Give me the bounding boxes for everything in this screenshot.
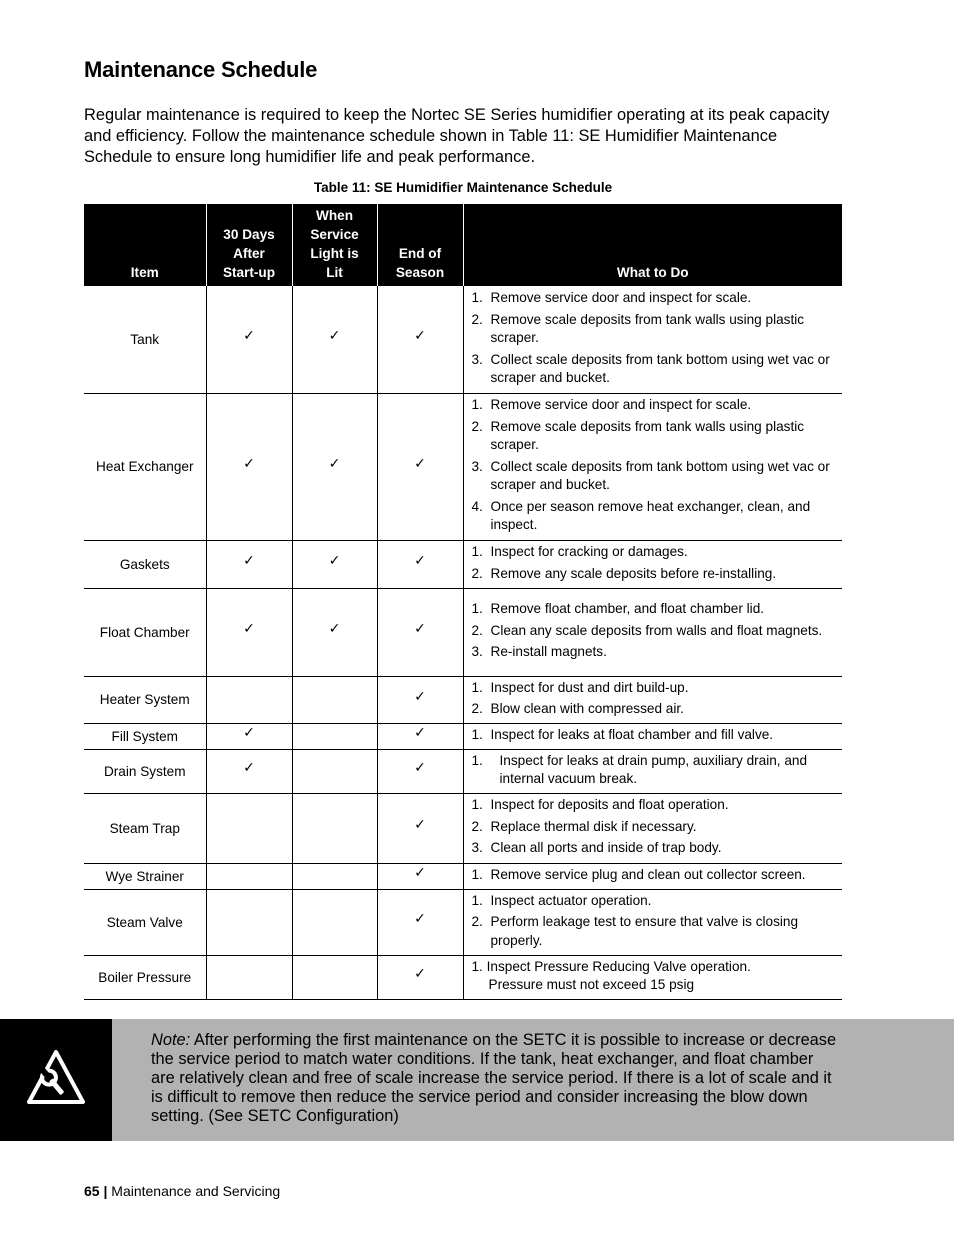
row-item-name: Wye Strainer (84, 863, 206, 889)
checkmark-icon: ✓ (414, 966, 426, 982)
check-30-days-cell (206, 286, 292, 393)
table-row (84, 286, 842, 393)
step-text: Remove service door and inspect for scale. (490, 290, 752, 305)
header-item: Item (84, 204, 206, 286)
checkmark-icon: ✓ (414, 760, 426, 776)
check-end-of-season-cell (377, 723, 463, 749)
step-item (472, 796, 837, 815)
row-item-name: Steam Trap (84, 793, 206, 863)
step-item (472, 543, 837, 562)
step-item (472, 311, 837, 348)
table-row (84, 393, 842, 540)
step-number: 2. (471, 311, 483, 327)
step-text: Perform leakage test to ensure that valve is closing properly. (490, 914, 799, 948)
page-footer (84, 1183, 280, 1199)
steps-list (472, 892, 837, 951)
check-30-days-cell (206, 793, 292, 863)
step-text: Remove any scale deposits before re-installing. (490, 565, 777, 581)
step-item (472, 892, 837, 911)
check-30-days-cell (206, 393, 292, 540)
check-end-of-season-cell (377, 749, 463, 793)
step-item (472, 726, 837, 745)
check-service-light-cell (292, 286, 377, 393)
note-label: Note: (151, 1031, 191, 1049)
step-text: Remove service door and inspect for scale. (490, 397, 752, 413)
page-number: 65 (84, 1183, 100, 1199)
checkmark-icon: ✓ (414, 725, 426, 741)
checkmark-icon: ✓ (243, 621, 255, 637)
step-item (472, 418, 837, 455)
step-item (472, 958, 837, 995)
checkmark-icon: ✓ (328, 553, 341, 569)
checkmark-icon: ✓ (414, 865, 426, 881)
step-number: 1. (471, 892, 483, 908)
step-item (472, 622, 837, 641)
step-item (472, 351, 837, 388)
check-service-light-cell (292, 723, 377, 749)
row-what-to-do (463, 889, 842, 955)
table-row (84, 588, 842, 676)
table-row (84, 863, 842, 889)
row-item-name: Float Chamber (84, 588, 206, 676)
step-text: Inspect actuator operation. (490, 892, 652, 908)
checkmark-icon: ✓ (414, 911, 426, 927)
steps-list (472, 752, 837, 789)
row-item-name: Steam Valve (84, 889, 206, 955)
step-item (472, 700, 837, 719)
row-what-to-do (463, 540, 842, 588)
step-item (472, 752, 837, 789)
checkmark-icon: ✓ (414, 817, 426, 833)
step-item (472, 839, 837, 858)
step-item (472, 643, 837, 662)
footer-section: Maintenance and Servicing (111, 1183, 281, 1199)
step-number: 1. (471, 290, 483, 305)
step-text: Inspect for leaks at drain pump, auxiliary drain, and internal vacuum break. (499, 752, 808, 786)
table-row (84, 955, 842, 999)
check-service-light-cell (292, 955, 377, 999)
step-text: Inspect for cracking or damages. (490, 544, 688, 559)
checkmark-icon: ✓ (414, 688, 426, 705)
step-number: 1. (471, 797, 483, 813)
row-item-name: Gaskets (84, 540, 206, 588)
step-text: Remove service plug and clean out collector screen. (490, 866, 806, 882)
row-what-to-do (463, 793, 842, 863)
check-service-light-cell (292, 889, 377, 955)
step-item (472, 866, 837, 885)
row-item-name: Fill System (84, 723, 206, 749)
step-number: 1. (471, 601, 483, 617)
table-row (84, 676, 842, 723)
table-row (84, 889, 842, 955)
header-30-days: 30 Days After Start-up (206, 204, 292, 286)
check-30-days-cell (206, 676, 292, 723)
maintenance-schedule-table (84, 204, 842, 1000)
check-end-of-season-cell (377, 676, 463, 723)
step-number: 1. (471, 958, 483, 974)
steps-list (472, 289, 837, 388)
table-header-row (84, 204, 842, 286)
check-30-days-cell (206, 540, 292, 588)
steps-list (472, 600, 837, 662)
intro-paragraph: Regular maintenance is required to keep the Nortec SE Series humidifier operating at its peak capacity and efficiency. Follow the maintenance schedule shown in Table 11: SE Humidifier Maintenance Schedule to ensure long humidifier life and peak performance. (84, 106, 830, 166)
check-end-of-season-cell (377, 889, 463, 955)
check-service-light-cell (292, 863, 377, 889)
check-service-light-cell (292, 540, 377, 588)
step-number: 3. (471, 840, 483, 856)
row-what-to-do (463, 749, 842, 793)
step-text: Remove scale deposits from tank walls using plastic scraper. (490, 311, 805, 345)
check-end-of-season-cell (377, 793, 463, 863)
table-row (84, 723, 842, 749)
step-text: Remove scale deposits from tank walls using plastic scraper. (490, 418, 805, 453)
check-service-light-cell (292, 676, 377, 723)
row-what-to-do (463, 286, 842, 393)
footer-separator: | (99, 1183, 112, 1199)
step-number: 2. (471, 565, 483, 581)
step-text: Collect scale deposits from tank bottom using wet vac or scraper and bucket. (490, 458, 830, 493)
step-text: Inspect for deposits and float operation. (490, 797, 729, 813)
step-number: 3. (471, 351, 483, 367)
header-end-of-season: End of Season (377, 204, 463, 286)
step-item (472, 289, 837, 308)
row-what-to-do (463, 676, 842, 723)
step-item (472, 565, 837, 584)
table-row (84, 749, 842, 793)
checkmark-icon: ✓ (243, 328, 255, 345)
step-number: 2. (471, 818, 483, 834)
step-text: Re-install magnets. (490, 644, 607, 660)
step-number: 2. (471, 914, 483, 930)
note-icon-box (0, 1019, 112, 1141)
step-number: 1. (471, 752, 483, 768)
checkmark-icon: ✓ (243, 455, 255, 472)
step-item (472, 913, 837, 950)
check-service-light-cell (292, 588, 377, 676)
checkmark-icon: ✓ (328, 328, 341, 345)
check-service-light-cell (292, 749, 377, 793)
step-text: Replace thermal disk if necessary. (490, 818, 697, 834)
check-30-days-cell (206, 863, 292, 889)
step-number: 4. (471, 498, 483, 514)
header-service-light: When Service Light is Lit (292, 204, 377, 286)
table-caption: Table 11: SE Humidifier Maintenance Schedule (313, 180, 613, 195)
check-30-days-cell (206, 723, 292, 749)
step-text: Inspect for dust and dirt build-up. (490, 679, 689, 695)
step-number: 3. (471, 458, 483, 474)
page-title: Maintenance Schedule (84, 57, 318, 82)
steps-list (472, 726, 837, 745)
check-30-days-cell (206, 889, 292, 955)
row-what-to-do (463, 723, 842, 749)
step-number: 1. (471, 397, 483, 413)
step-number: 1. (471, 679, 483, 695)
check-service-light-cell (292, 393, 377, 540)
checkmark-icon: ✓ (414, 621, 426, 637)
step-item (472, 396, 837, 415)
check-end-of-season-cell (377, 863, 463, 889)
row-item-name: Drain System (84, 749, 206, 793)
step-item (472, 818, 837, 837)
step-number: 2. (471, 418, 483, 434)
checkmark-icon: ✓ (243, 725, 255, 741)
checkmark-icon: ✓ (328, 621, 341, 637)
step-number: 1. (471, 544, 483, 559)
row-item-name: Heat Exchanger (84, 393, 206, 540)
step-item (472, 679, 837, 698)
row-item-name: Boiler Pressure (84, 955, 206, 999)
row-what-to-do (463, 588, 842, 676)
row-what-to-do (463, 863, 842, 889)
steps-list (472, 679, 837, 719)
steps-list (472, 396, 837, 535)
maintenance-warning-icon (26, 1048, 86, 1106)
check-30-days-cell (206, 588, 292, 676)
step-text: Inspect for leaks at float chamber and fill valve. (490, 726, 774, 742)
step-text: Inspect Pressure Reducing Valve operation. (486, 958, 751, 974)
step-text: Collect scale deposits from tank bottom using wet vac or scraper and bucket. (490, 351, 830, 385)
steps-list (472, 543, 837, 583)
check-end-of-season-cell (377, 540, 463, 588)
row-what-to-do (463, 393, 842, 540)
row-item-name: Heater System (84, 676, 206, 723)
note-text (151, 1031, 841, 1126)
table-row (84, 540, 842, 588)
check-end-of-season-cell (377, 286, 463, 393)
checkmark-icon: ✓ (243, 760, 255, 776)
check-end-of-season-cell (377, 955, 463, 999)
check-30-days-cell (206, 955, 292, 999)
step-item (472, 498, 837, 535)
steps-list (472, 866, 837, 885)
steps-list (472, 958, 837, 995)
checkmark-icon: ✓ (414, 553, 426, 569)
check-end-of-season-cell (377, 393, 463, 540)
step-text: Clean any scale deposits from walls and float magnets. (490, 622, 823, 638)
step-number: 3. (471, 644, 483, 660)
step-number: 2. (471, 701, 483, 716)
note-callout (0, 1019, 954, 1141)
note-body: After performing the first maintenance on the SETC it is possible to increase or decrease the service period to match water conditions. If the tank, heat exchanger, and float chamber are relatively clean and free of scale increase the service period. If there is a lot of scale and it is difficult to remove then reduce the service period and consider increasing the blow down setting. (See SETC Configuration) (151, 1031, 837, 1125)
checkmark-icon: ✓ (243, 553, 255, 569)
step-text: Blow clean with compressed air. (490, 701, 684, 716)
checkmark-icon: ✓ (414, 328, 426, 345)
checkmark-icon: ✓ (414, 455, 426, 472)
row-what-to-do (463, 955, 842, 999)
step-text: Clean all ports and inside of trap body. (490, 840, 722, 856)
steps-list (472, 796, 837, 858)
step-text: Once per season remove heat exchanger, clean, and inspect. (490, 498, 811, 533)
step-item (472, 458, 837, 495)
check-end-of-season-cell (377, 588, 463, 676)
step-number: 1. (471, 726, 483, 742)
check-service-light-cell (292, 793, 377, 863)
check-30-days-cell (206, 749, 292, 793)
row-item-name: Tank (84, 286, 206, 393)
checkmark-icon: ✓ (328, 455, 341, 472)
step-number: 1. (471, 866, 483, 882)
table-row (84, 793, 842, 863)
step-text: Remove float chamber, and float chamber lid. (490, 601, 765, 617)
step-item (472, 600, 837, 619)
step-number: 2. (471, 622, 483, 638)
header-what-to-do: What to Do (463, 204, 842, 286)
step-continuation: Pressure must not exceed 15 psig (488, 977, 695, 992)
